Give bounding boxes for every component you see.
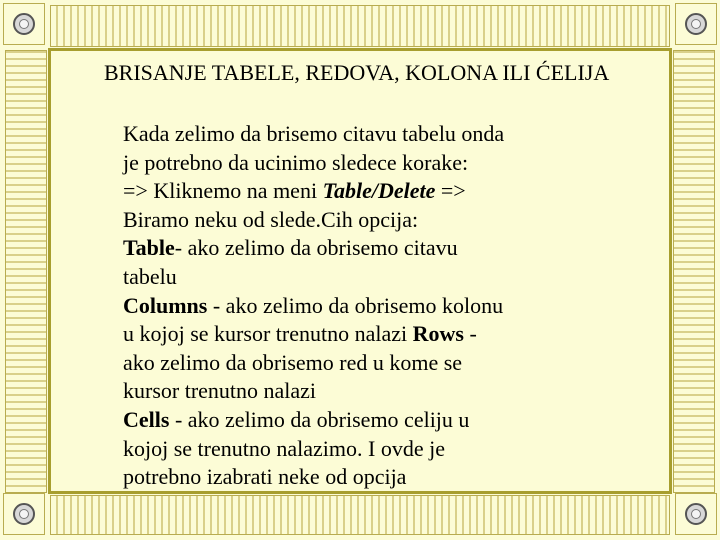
corner-ornament-top-right (675, 3, 717, 45)
menu-path-table-delete: Table/Delete (322, 178, 436, 204)
body-line: Cells - ako zelimo da obrisemo celiju u (123, 406, 470, 432)
body-line: => Kliknemo na meni Table/Delete => (123, 178, 466, 204)
corner-ornament-top-left (3, 3, 45, 45)
ring-icon (685, 503, 707, 525)
border-band-top (50, 5, 670, 47)
border-band-bottom (50, 495, 670, 535)
slide-title: BRISANJE TABELE, REDOVA, KOLONA ILI ĆELIJA (104, 60, 610, 85)
body-line: je potrebno da ucinimo sledece korake: (123, 149, 469, 175)
ring-icon (13, 503, 35, 525)
border-band-left (5, 50, 47, 493)
ring-icon (13, 13, 35, 35)
body-line: ako zelimo da obrisemo red u kome se (123, 349, 463, 375)
border-band-right (673, 50, 715, 493)
body-line: kojoj se trenutno nalazimo. I ovde je (123, 435, 445, 461)
slide-body-text (123, 120, 583, 492)
option-table: Table (123, 235, 175, 261)
body-line: Table- ako zelimo da obrisemo citavu (123, 235, 458, 261)
body-line: tabelu (123, 263, 177, 289)
ring-icon (685, 13, 707, 35)
option-rows: Rows (412, 321, 464, 347)
body-line: Biramo neku od slede.Cih opcija: (123, 206, 419, 232)
body-line: Kada zelimo da brisemo citavu tabelu onda (123, 121, 505, 146)
body-line: u kojoj se kursor trenutno nalazi Rows - (123, 321, 477, 347)
corner-ornament-bottom-left (3, 493, 45, 535)
corner-ornament-bottom-right (675, 493, 717, 535)
body-line: kursor trenutno nalazi (123, 378, 317, 404)
body-line: potrebno izabrati neke od opcija (123, 464, 407, 490)
option-columns: Columns (123, 292, 208, 318)
option-cells: Cells (123, 406, 170, 432)
body-line: Columns - ako zelimo da obrisemo kolonu (123, 292, 504, 318)
